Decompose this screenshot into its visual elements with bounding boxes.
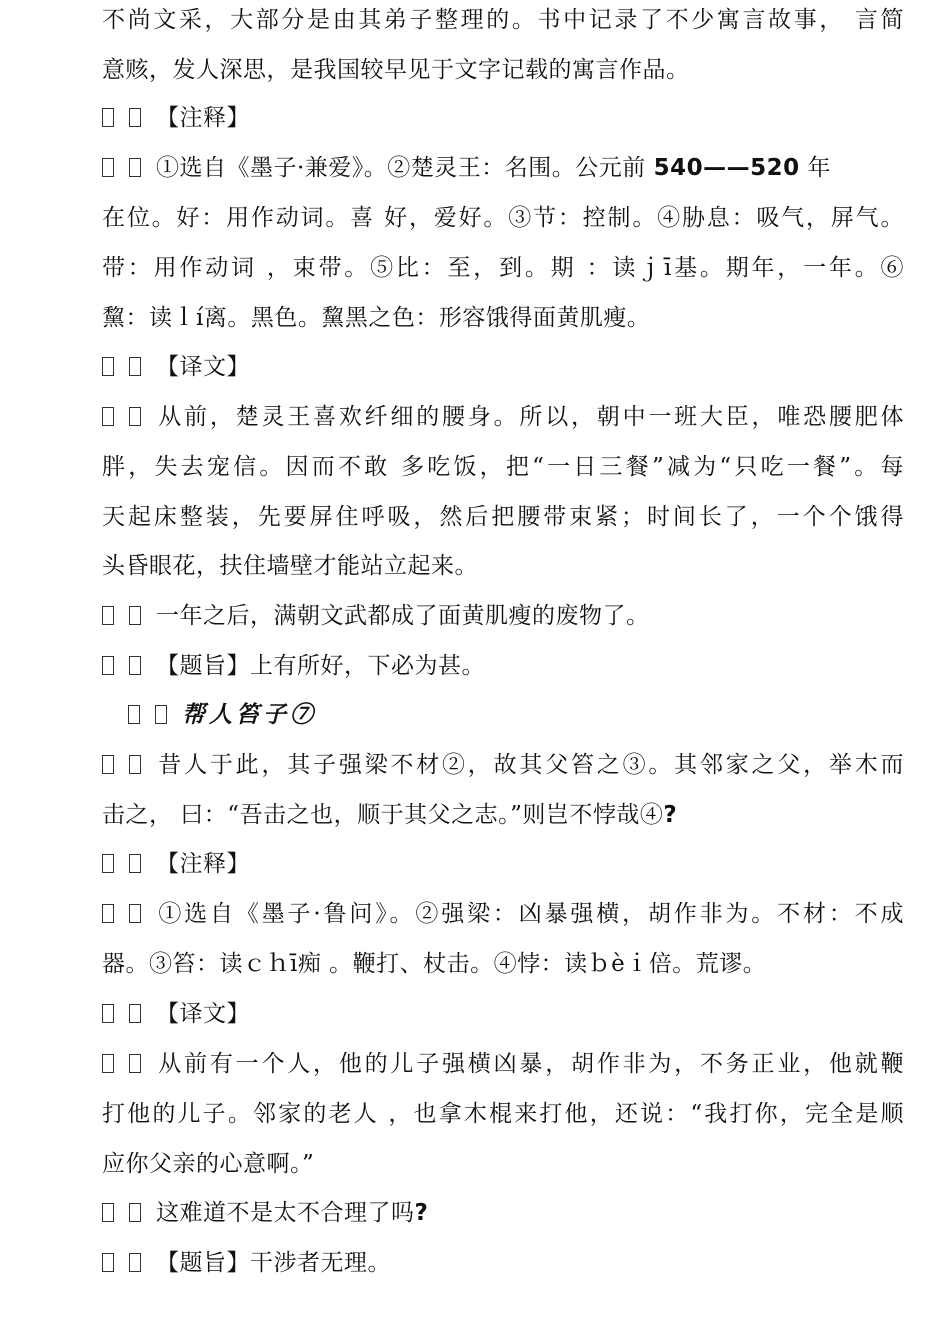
placeholder-box-icon [129, 407, 141, 426]
translation2-line-3: 应你父亲的心意啊。” [102, 1151, 315, 1177]
translation-line-4: 头昏眼花，扶住墙壁才能站立起来。 [102, 553, 478, 579]
placeholder-box-icon [102, 854, 114, 873]
translation2-line-2: 打他的儿子。邻家的老人 ，也拿木棍来打他，还说：“我打你，完全是顺 [102, 1101, 904, 1127]
placeholder-box-icon [102, 1253, 114, 1272]
translation-heading-2: 【译文】 [102, 999, 904, 1029]
placeholder-box-icon [129, 357, 141, 376]
placeholder-box-icon [102, 108, 114, 127]
placeholder-box-icon [129, 606, 141, 625]
notes-line-4: 黧：读ｌí离。黑色。黧黑之色：形容饿得面黄肌瘦。 [102, 305, 651, 331]
fable-text-line-2: 击之， 曰：“吾击之也，顺于其父之志。”则岂不悖哉④? [102, 802, 678, 828]
placeholder-box-icon [102, 357, 114, 376]
placeholder-box-icon [102, 407, 114, 426]
placeholder-box-icon [129, 656, 141, 675]
notes-heading-1: 【注释】 [102, 103, 904, 133]
placeholder-box-icon [129, 755, 141, 774]
translation-heading-1: 【译文】 [102, 352, 904, 382]
placeholder-box-icon [102, 1004, 114, 1023]
placeholder-box-icon [129, 1004, 141, 1023]
placeholder-box-icon [102, 755, 114, 774]
theme-line-2: 【题旨】干涉者无理。 [102, 1248, 904, 1278]
notes-line-2: 在位。好：用作动词。喜 好，爱好。③节：控制。④胁息：吸气，屏气。 [102, 205, 904, 231]
placeholder-box-icon [102, 656, 114, 675]
fable-text-line-1: 昔人于此，其子强梁不材②，故其父笞之③。其邻家之父，举木而 [102, 750, 904, 780]
placeholder-box-icon [129, 904, 141, 923]
placeholder-box-icon [129, 108, 141, 127]
placeholder-box-icon [102, 606, 114, 625]
placeholder-box-icon [129, 1203, 141, 1222]
translation-line-2: 胖，失去宠信。因而不敢 多吃饭，把“一日三餐”减为“只吃一餐”。每 [102, 454, 904, 480]
placeholder-box-icon [102, 1054, 114, 1073]
placeholder-box-icon [102, 904, 114, 923]
placeholder-box-icon [102, 1203, 114, 1222]
placeholder-box-icon [128, 705, 140, 724]
theme-line-1: 【题旨】上有所好，下必为甚。 [102, 651, 904, 681]
translation-line-3: 天起床整装，先要屏住呼吸，然后把腰带束紧；时间长了，一个个饿得 [102, 504, 904, 530]
notes2-line-1: ①选自《墨子·鲁问》。②强梁：凶暴强横，胡作非为。不材：不成 [102, 899, 904, 929]
placeholder-box-icon [155, 705, 167, 724]
translation-line-1: 从前，楚灵王喜欢纤细的腰身。所以，朝中一班大臣，唯恐腰肥体 [102, 402, 904, 432]
notes-line-1: ①选自《墨子·兼爱》。②楚灵王：名围。公元前 540——520 年 [102, 153, 904, 183]
placeholder-box-icon [129, 854, 141, 873]
notes-line-3: 带：用作动词 ，束带。⑤比：至，到。期 ：读ｊī基。期年，一年。⑥ [102, 255, 904, 281]
placeholder-box-icon [129, 1253, 141, 1272]
notes-heading-2: 【注释】 [102, 849, 904, 879]
placeholder-box-icon [129, 1054, 141, 1073]
notes2-line-2: 器。③笞：读ｃｈī痴 。鞭打、杖击。④悖：读ｂèｉ倍。荒谬。 [102, 951, 767, 977]
intro-line-2: 意赅，发人深思，是我国较早见于文字记载的寓言作品。 [102, 57, 690, 83]
translation-line-5: 一年之后，满朝文武都成了面黄肌瘦的废物了。 [102, 601, 904, 631]
placeholder-box-icon [102, 158, 114, 177]
fable-title: 帮人笞子⑦ [128, 700, 930, 730]
intro-line-1: 不尚文采，大部分是由其弟子整理的。书中记录了不少寓言故事， 言简 [102, 7, 904, 33]
translation2-line-1: 从前有一个人，他的儿子强横凶暴，胡作非为，不务正业，他就鞭 [102, 1049, 904, 1079]
translation2-line-4: 这难道不是太不合理了吗? [102, 1198, 904, 1228]
placeholder-box-icon [129, 158, 141, 177]
